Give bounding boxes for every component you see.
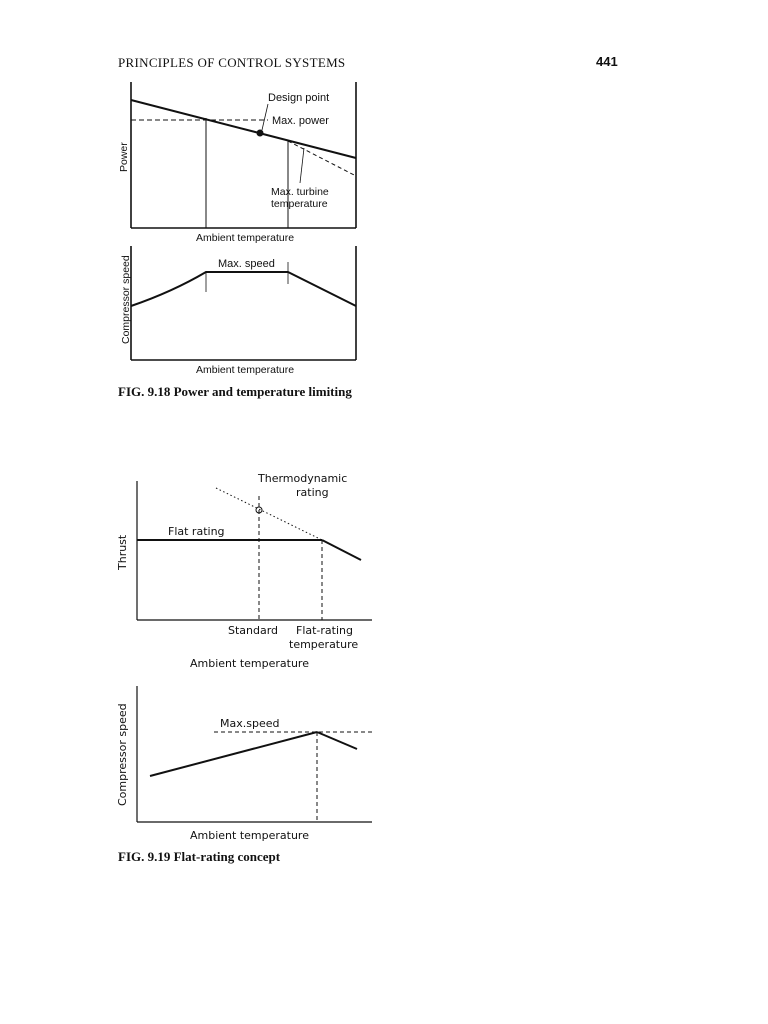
speed-drop-line — [317, 732, 357, 749]
max-turbine-label-2: temperature — [271, 198, 328, 210]
compressor-speed-curve — [131, 272, 356, 306]
max-turbine-leader — [300, 148, 304, 183]
speed-rise-line — [150, 732, 317, 776]
fig918-speed-plot — [120, 246, 356, 376]
power-x-label: Ambient temperature — [196, 232, 295, 244]
thrust-x-label: Ambient temperature — [190, 657, 309, 670]
flat-rating-temp-label-2: temperature — [289, 638, 359, 651]
speed-x-label: Ambient temperature — [196, 364, 295, 376]
design-point-leader — [262, 104, 268, 130]
max-power-label: Max. power — [272, 115, 329, 127]
running-header-title: PRINCIPLES OF CONTROL SYSTEMS — [118, 55, 346, 70]
thrust-drop-line — [322, 540, 361, 560]
design-point-marker — [257, 130, 264, 137]
flat-rating-temp-label-1: Flat-rating — [296, 624, 353, 637]
fig919-thrust-plot — [116, 472, 372, 670]
standard-label: Standard — [228, 624, 279, 637]
fig918-caption: FIG. 9.18 Power and temperature limiting — [118, 384, 352, 399]
max-turbine-label-1: Max. turbine — [271, 186, 329, 198]
max-speed-label-2: Max.speed — [220, 717, 280, 730]
max-turbine-temperature-line — [288, 141, 356, 176]
fig919-speed-plot — [116, 686, 372, 842]
speed2-x-label: Ambient temperature — [190, 829, 309, 842]
flat-rating-label: Flat rating — [168, 525, 225, 538]
max-speed-label: Max. speed — [218, 258, 275, 270]
fig918-power-plot — [118, 82, 356, 244]
power-curve — [131, 100, 356, 158]
page-number: 441 — [596, 54, 618, 69]
speed-y-label: Compressor speed — [120, 255, 132, 344]
thermodynamic-label-2: rating — [296, 486, 329, 499]
fig919-caption: FIG. 9.19 Flat-rating concept — [118, 849, 281, 864]
power-y-label: Power — [118, 142, 130, 172]
design-point-label: Design point — [268, 92, 330, 104]
speed2-y-label: Compressor speed — [116, 703, 129, 806]
thermodynamic-label-1: Thermodynamic — [258, 472, 348, 485]
thrust-y-label: Thrust — [116, 534, 129, 570]
